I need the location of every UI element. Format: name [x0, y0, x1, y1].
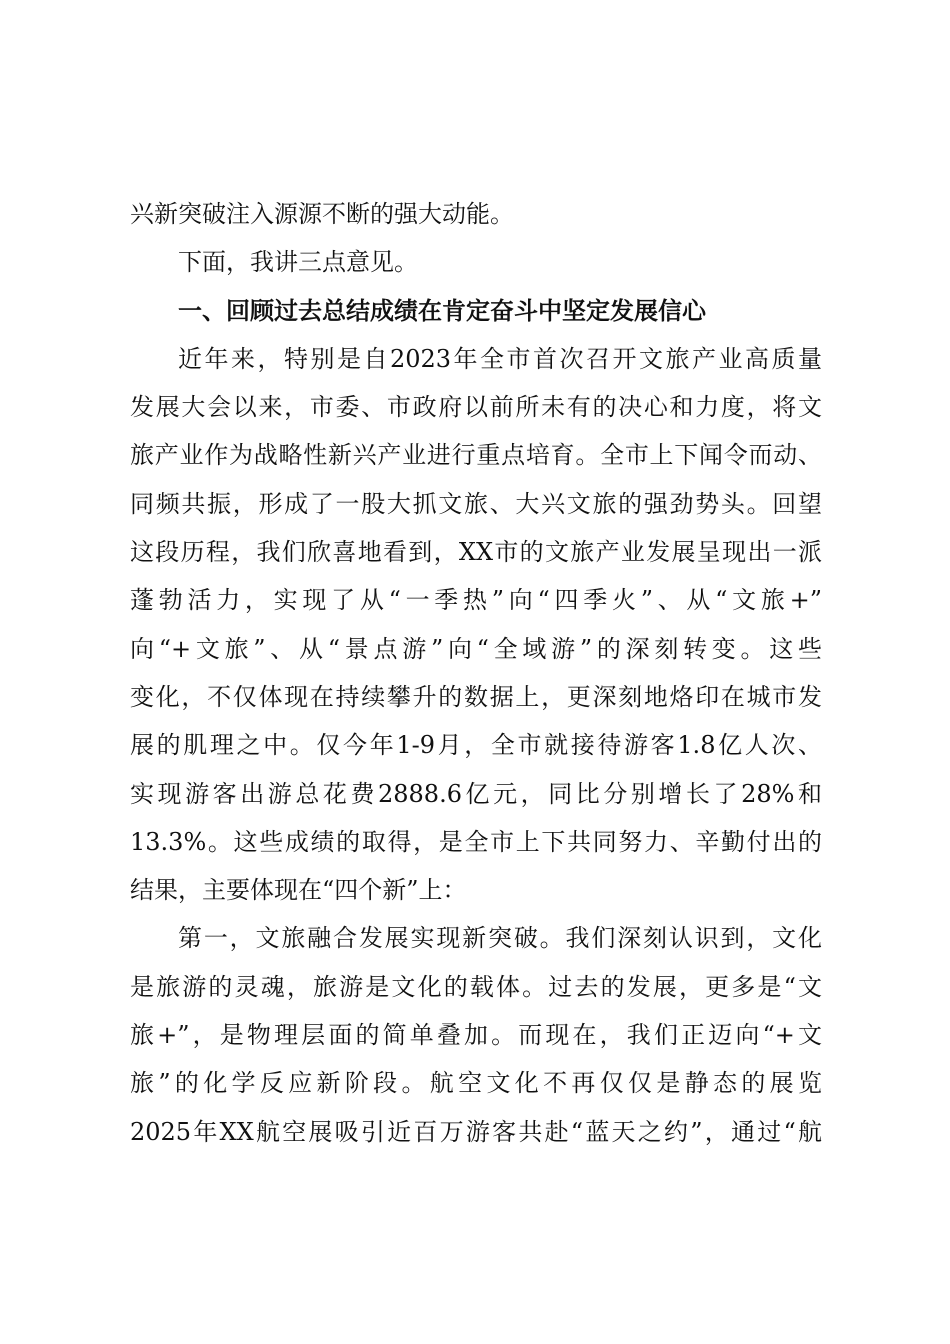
paragraph-line: 发展大会以来，市委、市政府以前所未有的决心和力度，将文: [130, 393, 822, 422]
paragraph-line: 2025年XX航空展吸引近百万游客共赴“蓝天之约”，通过“航: [130, 1117, 822, 1146]
paragraph-line: 旅+”，是物理层面的简单叠加。而现在，我们正迈向“+文: [130, 1021, 822, 1050]
paragraph-line: 结果，主要体现在“四个新”上：: [130, 876, 467, 905]
paragraph-line: 这段历程，我们欣喜地看到，XX市的文旅产业发展呈现出一派: [130, 538, 822, 567]
paragraph-line: 13.3%。这些成绩的取得，是全市上下共同努力、辛勤付出的: [130, 827, 822, 856]
paragraph-line: 展的肌理之中。仅今年1-9月，全市就接待游客1.8亿人次、: [130, 731, 822, 760]
document-body: [130, 190, 822, 1156]
paragraph-line: 第一，文旅融合发展实现新突破。我们深刻认识到，文化: [178, 924, 822, 953]
paragraph-line: 实现游客出游总花费2888.6亿元，同比分别增长了28%和: [130, 779, 822, 808]
section-heading: 一、回顾过去总结成绩在肯定奋斗中坚定发展信心: [178, 295, 706, 325]
paragraph-line: 蓬勃活力，实现了从“一季热”向“四季火”、从“文旅+”: [130, 586, 822, 615]
paragraph-line: 是旅游的灵魂，旅游是文化的载体。过去的发展，更多是“文: [130, 972, 822, 1001]
paragraph-line: 兴新突破注入源源不断的强大动能。: [130, 200, 514, 228]
paragraph-line: 向“+文旅”、从“景点游”向“全域游”的深刻转变。这些: [130, 634, 822, 663]
paragraph-line: 同频共振，形成了一股大抓文旅、大兴文旅的强劲势头。回望: [130, 489, 822, 518]
paragraph-line: 变化，不仅体现在持续攀升的数据上，更深刻地烙印在城市发: [130, 682, 822, 711]
paragraph-line: 旅产业作为战略性新兴产业进行重点培育。全市上下闻令而动、: [130, 441, 822, 470]
paragraph-line: 下面，我讲三点意见。: [178, 248, 418, 277]
paragraph-line: 旅”的化学反应新阶段。航空文化不再仅仅是静态的展览: [130, 1069, 822, 1098]
paragraph-line: 近年来，特别是自2023年全市首次召开文旅产业高质量: [178, 344, 822, 373]
